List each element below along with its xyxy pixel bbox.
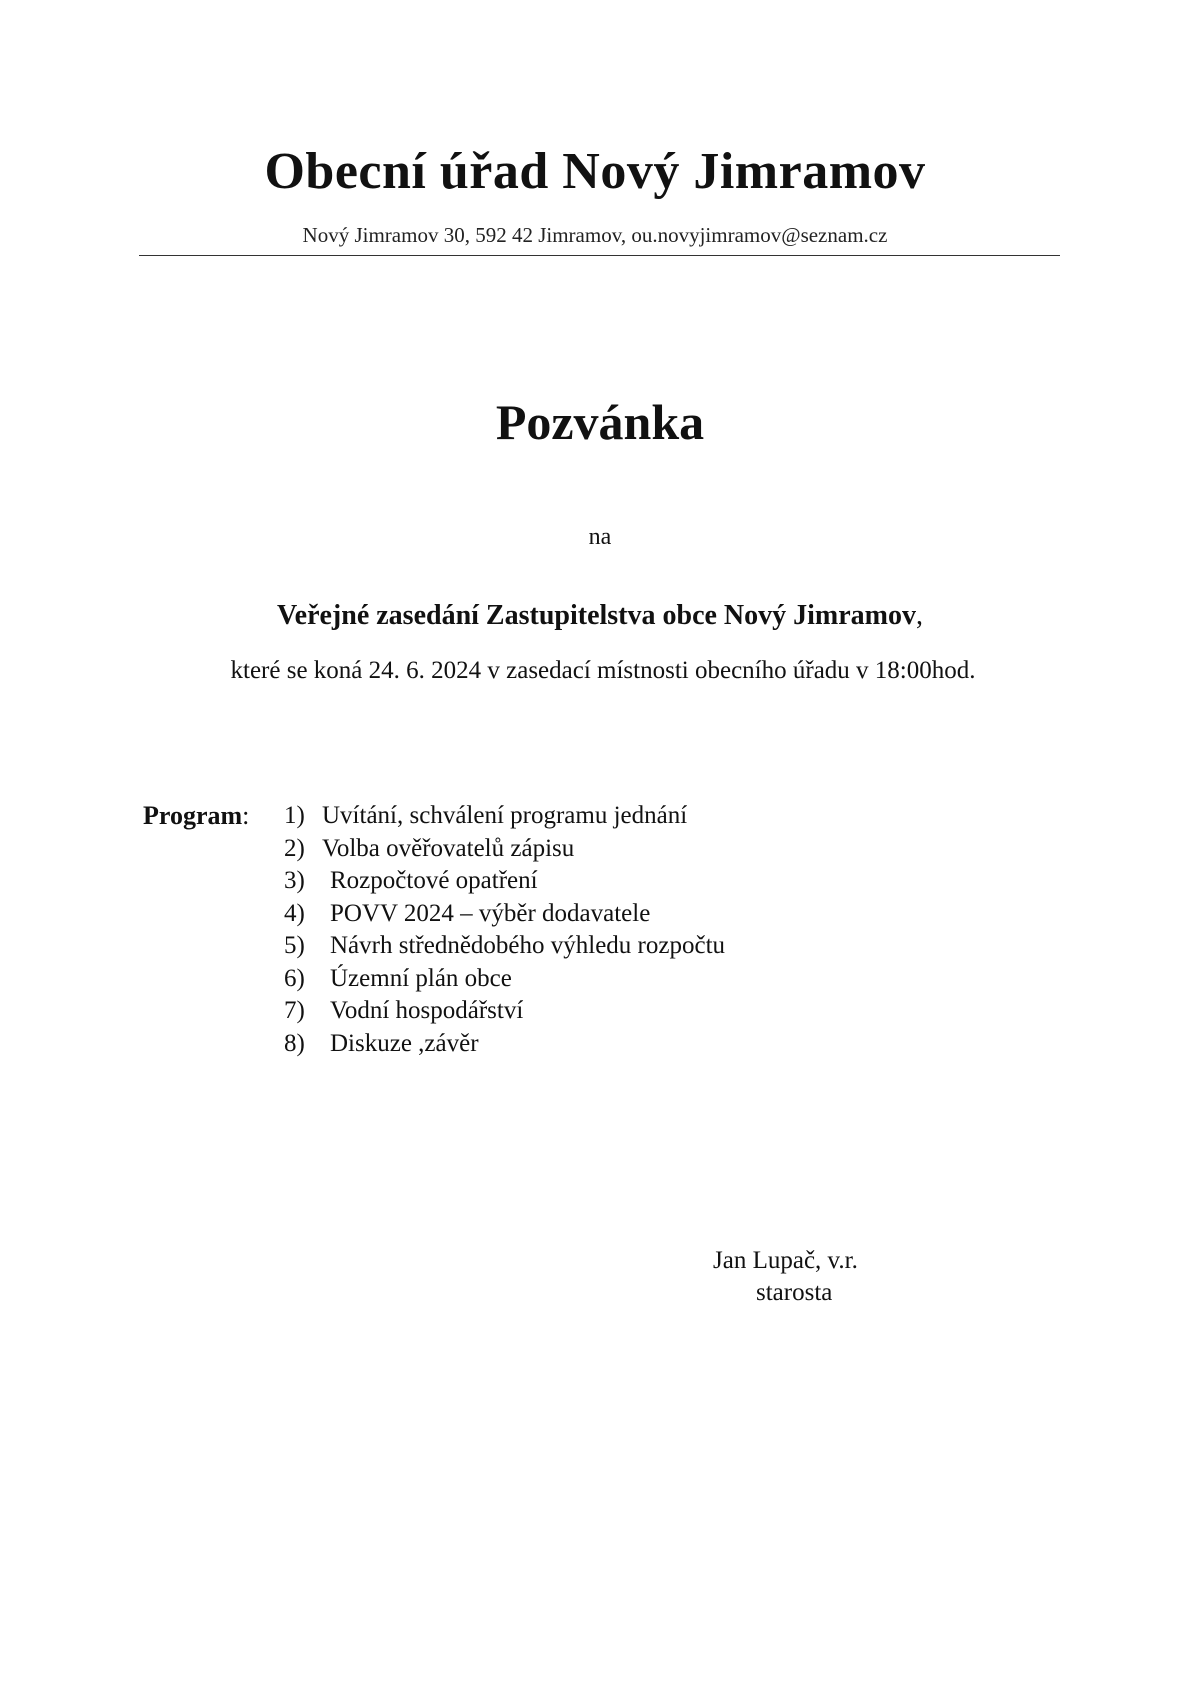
program-item bbox=[284, 898, 725, 931]
program-item-text: Vodní hospodářství bbox=[330, 997, 524, 1024]
program-label bbox=[143, 800, 249, 832]
program-item bbox=[284, 800, 725, 833]
program-item-number: 5) bbox=[284, 932, 305, 959]
program-item-number: 8) bbox=[284, 1029, 305, 1057]
program-item bbox=[284, 865, 725, 898]
program-item-number: 6) bbox=[284, 964, 305, 992]
program-item-text: Uvítání, schválení programu jednání bbox=[322, 802, 688, 829]
meeting-detail: které se koná 24. 6. 2024 v zasedací místnosti obecního úřadu v 18:00hod. bbox=[230, 657, 976, 684]
meeting-name-suffix: , bbox=[916, 600, 923, 631]
program-item bbox=[284, 995, 725, 1028]
program-item-text: Návrh střednědobého výhledu rozpočtu bbox=[330, 932, 726, 959]
program-item bbox=[284, 1028, 725, 1061]
program-label-text: Program bbox=[143, 801, 243, 830]
program-label-suffix: : bbox=[242, 801, 250, 830]
signatory-role: starosta bbox=[756, 1279, 833, 1306]
invitation-title: Pozvánka bbox=[495, 394, 705, 450]
program-item-number: 7) bbox=[284, 997, 305, 1024]
header-divider bbox=[139, 255, 1060, 256]
program-item-number: 2) bbox=[284, 834, 305, 862]
program-item-text: Rozpočtové opatření bbox=[330, 867, 538, 894]
signatory-name: Jan Lupač, v.r. bbox=[713, 1247, 858, 1274]
office-address: Nový Jimramov 30, 592 42 Jimramov, ou.novyjimramov@seznam.cz bbox=[302, 223, 888, 247]
signature-block bbox=[700, 1245, 900, 1309]
program-item bbox=[284, 963, 725, 996]
program-item-text: Územní plán obce bbox=[330, 964, 512, 992]
program-list bbox=[284, 800, 725, 1060]
invitation-na: na bbox=[588, 524, 612, 550]
program-item bbox=[284, 930, 725, 963]
meeting-heading bbox=[0, 598, 1190, 634]
meeting-name: Veřejné zasedání Zastupitelstva obce Nový Jimramov bbox=[276, 600, 916, 631]
program-item-number: 3) bbox=[284, 867, 305, 894]
program-item-number: 1) bbox=[284, 802, 305, 829]
program-item bbox=[284, 833, 725, 866]
program-item-text: POVV 2024 – výběr dodavatele bbox=[330, 899, 651, 927]
program-item-number: 4) bbox=[284, 899, 305, 927]
program-item-text: Diskuze ,závěr bbox=[330, 1029, 479, 1057]
program-item-text: Volba ověřovatelů zápisu bbox=[322, 834, 575, 862]
office-title: Obecní úřad Nový Jimramov bbox=[264, 143, 926, 200]
